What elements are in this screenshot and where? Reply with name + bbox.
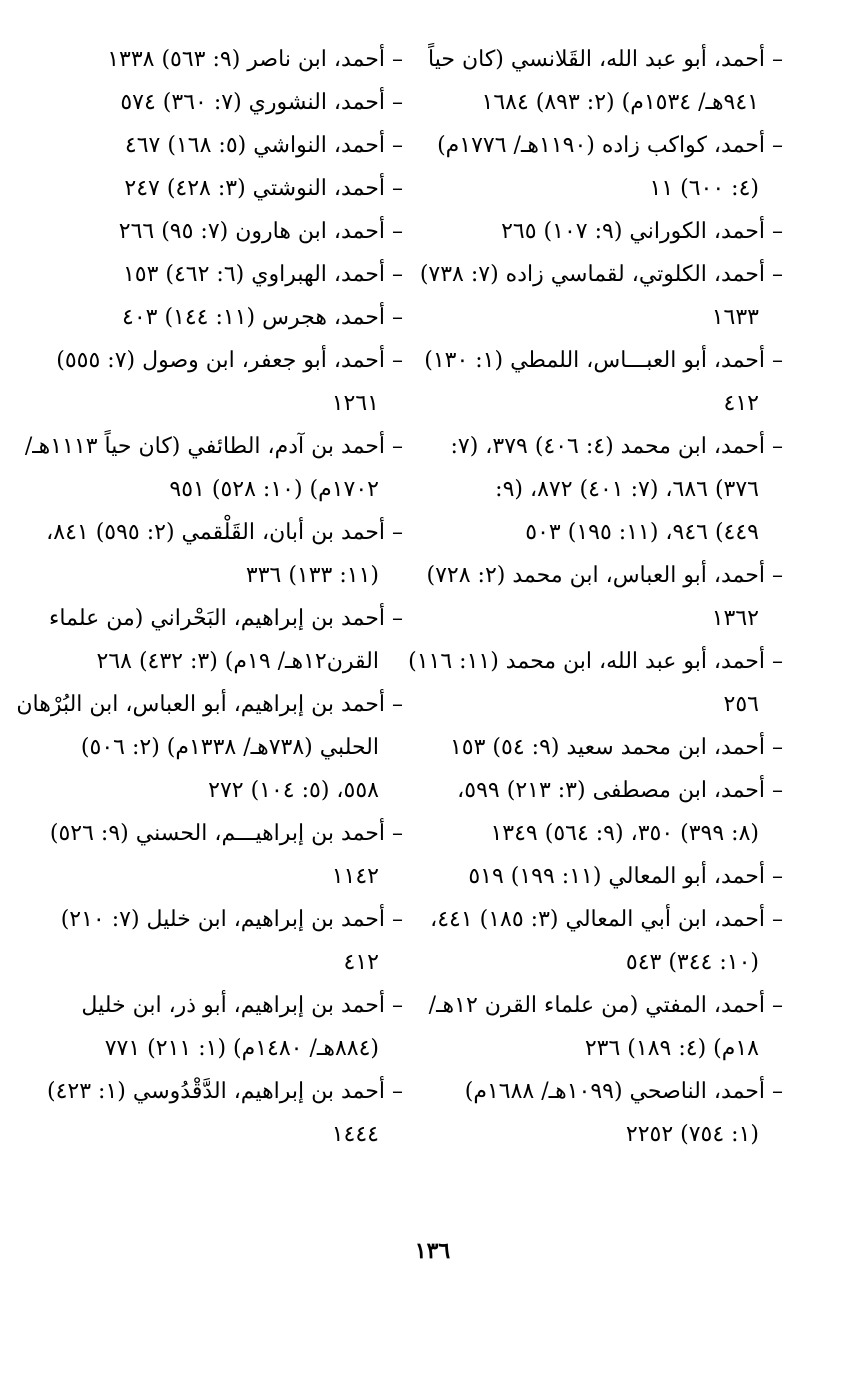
index-entry-continuation-line: ٢٥٦ [723,692,759,717]
index-entry [428,1070,783,1156]
index-entry-continuation-line: ٣٧٦) ٦٨٦، (٧: ٤٠١) ٨٧٢، (٩: [495,477,759,502]
index-entry-continuation-line: (٤: ٦٠٠) ١١ [649,176,759,201]
index-entry-heading-line: – أحمد، الهبراوي (٦: ٤٦٢) ١٥٣ [48,253,403,296]
index-entry-heading-line: – أحمد، أبو جعفر، ابن وصول (٧: ٥٥٥) [48,339,403,382]
index-entry [428,425,783,554]
index-entry-continuation-line: (٨: ٣٩٩) ٣٥٠، (٩: ٥٦٤) ١٣٤٩ [490,821,759,846]
index-entry [48,984,403,1070]
index-entry-heading-line: – أحمد، ابن محمد سعيد (٩: ٥٤) ١٥٣ [428,726,783,769]
index-entry [48,38,403,81]
index-entry [48,597,403,683]
index-entry [428,38,783,124]
index-entry-heading-line: – أحمد بن آدم، الطائفي (كان حياً ١١١٣هـ/ [48,425,403,468]
index-entry [48,167,403,210]
index-entry-heading-line: – أحمد، كواكب زاده (١١٩٠هـ/ ١٧٧٦م) [428,124,783,167]
index-entry-continuation-line: ٤١٢ [723,391,759,416]
index-entry-heading-line: – أحمد، ابن هارون (٧: ٩٥) ٢٦٦ [48,210,403,253]
index-entry-continuation-line: ١٦٣٣ [711,305,759,330]
index-entry [428,898,783,984]
index-entry-heading-line: – أحمد، هجرس (١١: ١٤٤) ٤٠٣ [48,296,403,339]
index-entry [48,1070,403,1156]
index-entry-heading-line: – أحمد، الكوراني (٩: ١٠٧) ٢٦٥ [428,210,783,253]
index-entry-heading-line: – أحمد، ابن محمد (٤: ٤٠٦) ٣٧٩، (٧: [428,425,783,468]
index-entry-continuation-line: (٨٨٤هـ/ ١٤٨٠م) (١: ٢١١) ٧٧١ [104,1036,379,1061]
index-entry [48,898,403,984]
index-entry-continuation-line: (١٠: ٣٤٤) ٥٤٣ [625,950,759,975]
index-entry [48,296,403,339]
index-entry [424,339,783,425]
index-entry [428,726,783,769]
index-entry-heading-line: – أحمد بن إبراهيم، أبو العباس، ابن البُرْهان [48,683,403,726]
index-entry-heading-line: – أحمد، الكلوتي، لقماسي زاده (٧: ٧٣٨) [428,253,783,296]
index-entry-heading-line: – أحمد، النوشتي (٣: ٤٢٨) ٢٤٧ [48,167,403,210]
index-entry-continuation-line: ٤٤٩) ٩٤٦، (١١: ١٩٥) ٥٠٣ [525,520,759,545]
index-entry-heading-line: – أحمد بن إبراهيم، أبو ذر، ابن خليل [48,984,403,1027]
index-entry [408,640,783,726]
index-entry-heading-line: – أحمد، المفتي (من علماء القرن ١٢هـ/ [428,984,783,1027]
index-entry-heading-line: – أحمد، ابن مصطفى (٣: ٢١٣) ٥٩٩، [428,769,783,812]
index-entry-heading-line: – أحمد، النشوري (٧: ٣٦٠) ٥٧٤ [48,81,403,124]
index-entry [428,984,783,1070]
index-entry [48,339,403,425]
index-entry-heading-line: – أحمد، أبو العبـــاس، اللمطي (١: ١٣٠) [428,339,783,382]
index-entry [428,210,783,253]
index-entry-continuation-line: ٤١٢ [343,950,379,975]
index-entry [428,124,783,210]
index-entry-heading-line: – أحمد، أبو العباس، ابن محمد (٢: ٧٢٨) [428,554,783,597]
index-entry [48,124,403,167]
index-entry-heading-line: – أحمد بن أبان، القَلْقمي (٢: ٥٩٥) ٨٤١، [48,511,403,554]
index-entry [16,683,403,812]
index-column-left [16,38,403,1156]
index-entry [428,855,783,898]
index-entry-heading-line: – أحمد، أبو عبد الله، ابن محمد (١١: ١١٦) [428,640,783,683]
index-entry-heading-line: – أحمد بن إبراهيم، البَحْراني (من علماء [48,597,403,640]
index-entry-continuation-line: القرن١٢هـ/ ١٩م) (٣: ٤٣٢) ٢٦٨ [96,649,379,674]
index-entry-heading-line: – أحمد بن إبراهيم، الدَّقْدُوسي (١: ٤٢٣) [48,1070,403,1113]
index-entry [428,554,783,640]
page-number: ١٣٦ [414,1238,451,1264]
index-entry-heading-line: – أحمد بن إبراهيـــم، الحسني (٩: ٥٢٦) [48,812,403,855]
index-entry [48,81,403,124]
index-entry-continuation-line: (١: ٧٥٤) ٢٢٥٢ [625,1122,759,1147]
index-entry [48,511,403,597]
index-entry-continuation-line: ٥٥٨، (٥: ١٠٤) ٢٧٢ [208,778,379,803]
index-entry-continuation-line: ٩٤١هـ/ ١٥٣٤م) (٢: ٨٩٣) ١٦٨٤ [481,90,759,115]
index-entry [48,210,403,253]
index-entry-continuation-line: ١٧٠٢م) (١٠: ٥٢٨) ٩٥١ [169,477,379,502]
index-column-right [408,38,783,1156]
index-entry-continuation-line: الحلبي (٧٣٨هـ/ ١٣٣٨م) (٢: ٥٠٦) [80,735,379,760]
index-entry-heading-line: – أحمد، النواشي (٥: ١٦٨) ٤٦٧ [48,124,403,167]
index-entry [419,253,783,339]
index-entry-heading-line: – أحمد بن إبراهيم، ابن خليل (٧: ٢١٠) [48,898,403,941]
index-entry-continuation-line: ١٢٦١ [331,391,379,416]
index-entry-heading-line: – أحمد، أبو عبد الله، القَلانسي (كان حياً [428,38,783,81]
index-entry-heading-line: – أحمد، أبو المعالي (١١: ١٩٩) ٥١٩ [428,855,783,898]
index-entry-heading-line: – أحمد، ابن ناصر (٩: ٥٦٣) ١٣٣٨ [48,38,403,81]
index-entry [428,769,783,855]
index-entry [48,253,403,296]
index-entry-continuation-line: (١١: ١٣٣) ٣٣٦ [245,563,379,588]
index-entry-continuation-line: ١٣٦٢ [711,606,759,631]
index-entry [24,425,403,511]
index-entry-continuation-line: ١٤٤٤ [331,1122,379,1147]
index-entry-heading-line: – أحمد، ابن أبي المعالي (٣: ١٨٥) ٤٤١، [428,898,783,941]
index-entry-heading-line: – أحمد، الناصحي (١٠٩٩هـ/ ١٦٨٨م) [428,1070,783,1113]
index-entry [48,812,403,898]
index-entry-continuation-line: ١١٤٢ [331,864,379,889]
index-entry-continuation-line: ١٨م) (٤: ١٨٩) ٢٣٦ [584,1036,759,1061]
